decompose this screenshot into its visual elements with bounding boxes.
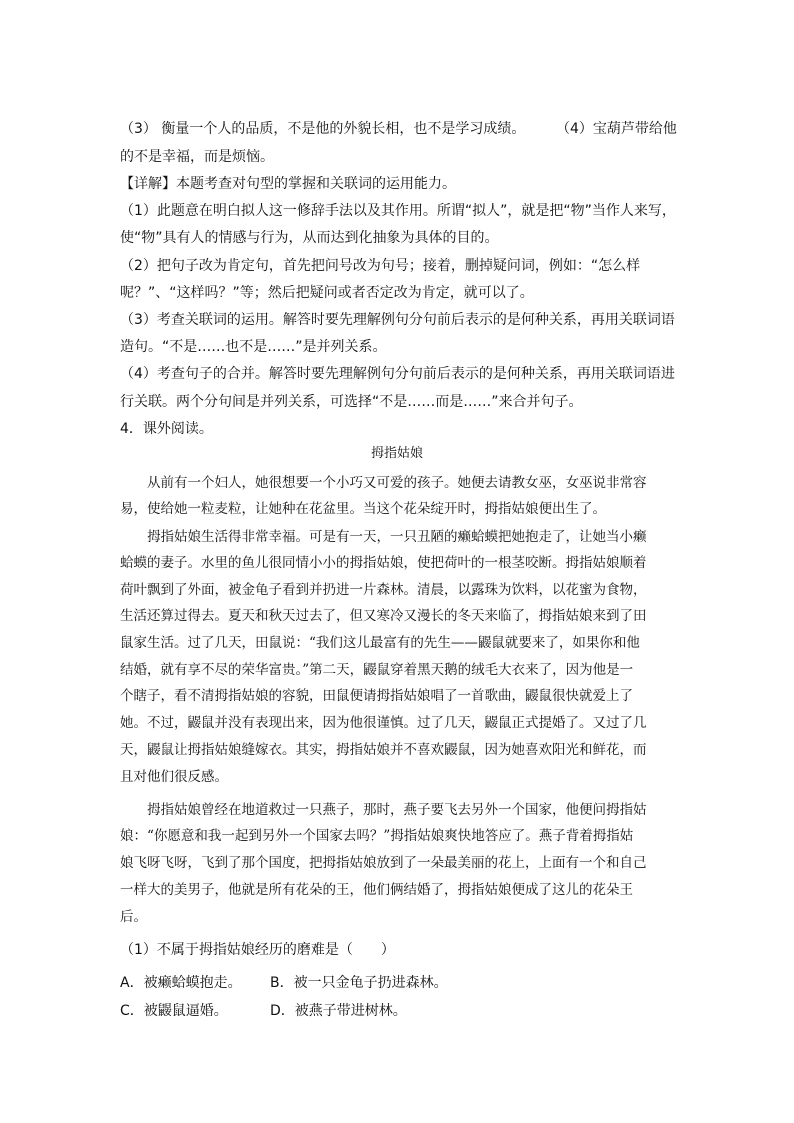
story-line: 结婚，就有享不尽的荣华富贵。”第二天，鼹鼠穿着黑天鹅的绒毛大衣来了，因为他是一 [120, 662, 634, 678]
story-line: 从前有一个妇人，她很想要一个小巧又可爱的孩子。她便去请教女巫，女巫说非常容 [120, 475, 647, 491]
story-line: 娘：“你愿意和我一起到另外一个国家去吗？”拇指姑娘爽快地答应了。燕子背着拇指姑 [120, 828, 634, 844]
answer-line-1 [120, 119, 525, 139]
story-line: 一样大的美男子，他就是所有花朵的王，他们俩结婚了，拇指姑娘便成了这儿的花朵王 [120, 882, 633, 898]
explanation-3b: 造句。“不是……也不是……”是并列关系。 [120, 339, 387, 355]
explanation-2b: 呢？”、“这样吗？”等；然后把疑问或者否定改为肯定，就可以了。 [120, 285, 534, 301]
option-b: B．被一只金龟子扔进森林。 [270, 975, 448, 991]
question-stem: （1）不属于拇指姑娘经历的磨难是（ ） [120, 942, 395, 958]
explanation-2a: （2）把句子改为肯定句，首先把问号改为句号；接着，删掉疑问词，例如：“怎么样 [120, 258, 641, 274]
explanation-header: 【详解】本题考查对句型的掌握和关联词的运用能力。 [120, 176, 456, 192]
explanation-4a: （4）考查句子的合并。解答时要先理解例句分句前后表示的是何种关系，再用关联词语进 [120, 366, 675, 382]
story-title: 拇指姑娘 [370, 446, 423, 461]
story-line: 后。 [120, 909, 147, 925]
story-line: 天，鼹鼠让拇指姑娘缝嫁衣。其实，拇指姑娘并不喜欢鼹鼠，因为她喜欢阳光和鲜花，而 [120, 742, 647, 758]
explanation-3a: （3）考查关联词的运用。解答时要先理解例句分句前后表示的是何种关系，再用关联词语 [120, 312, 675, 328]
story-line: 娘飞呀飞呀，飞到了那个国度，把拇指姑娘放到了一朵最美丽的花上，上面有一个和自己 [120, 855, 647, 871]
explanation-4b: 行关联。两个分句间是并列关系，可选择“不是……而是……”来合并句子。 [120, 394, 583, 410]
story-line: 易，使给她一粒麦粒，让她种在花盆里。当这个花朵绽开时，拇指姑娘便出生了。 [120, 501, 606, 517]
section-heading: 4．课外阅读。 [120, 421, 213, 437]
story-line: 个瞎子，看不清拇指姑娘的容貌，田鼠便请拇指姑娘唱了一首歌曲，鼹鼠很快就爱上了 [120, 688, 633, 704]
option-c: C．被鼹鼠逼婚。 [120, 1003, 228, 1019]
story-line: 拇指姑娘曾经在地道救过一只燕子，那时，燕子要飞去另外一个国家，他便问拇指姑 [120, 802, 647, 818]
story-line: 鼠家生活。过了几天，田鼠说：“我们这儿最富有的先生——鼹鼠就要来了，如果你和他 [120, 635, 640, 651]
explanation-1a: （1）此题意在明白拟人这一修辞手法以及其作用。所谓“拟人”，就是把“物”当作人来写， [120, 203, 676, 219]
story-line: 蛤蟆的妻子。水里的鱼儿很同情小小的拇指姑娘，使把荷叶的一根茎咬断。拇指姑娘顺着 [120, 555, 647, 571]
story-line: 她。不过，鼹鼠并没有表现出来，因为他很谨慎。过了几天，鼹鼠正式提婚了。又过了几 [120, 715, 647, 731]
answer-line-2: 的不是幸福，而是烦恼。 [120, 149, 274, 165]
explanation-1b: 使“物”具有人的情感与行为，从而达到化抽象为具体的目的。 [120, 230, 499, 246]
story-line: 且对他们很反感。 [120, 769, 228, 785]
story-line: 荷叶飘到了外面，被金龟子看到并扔进一片森林。清晨，以露珠为饮料，以花蜜为食物， [120, 582, 647, 598]
answer-4: （4）宝葫芦带给他 [556, 121, 677, 137]
story-line: 拇指姑娘生活得非常幸福。可是有一天，一只丑陋的癞蛤蟆把她抱走了，让她当小癞 [120, 529, 647, 545]
option-a: A．被癞蛤蟆抱走。 [120, 975, 242, 991]
option-d: D．被燕子带进树林。 [270, 1003, 407, 1019]
story-line: 生活还算过得去。夏天和秋天过去了，但又寒冷又漫长的冬天来临了，拇指姑娘来到了田 [120, 608, 647, 624]
answer-3: （3） 衡量一个人的品质，不是他的外貌长相，也不是学习成绩。 [120, 121, 526, 137]
